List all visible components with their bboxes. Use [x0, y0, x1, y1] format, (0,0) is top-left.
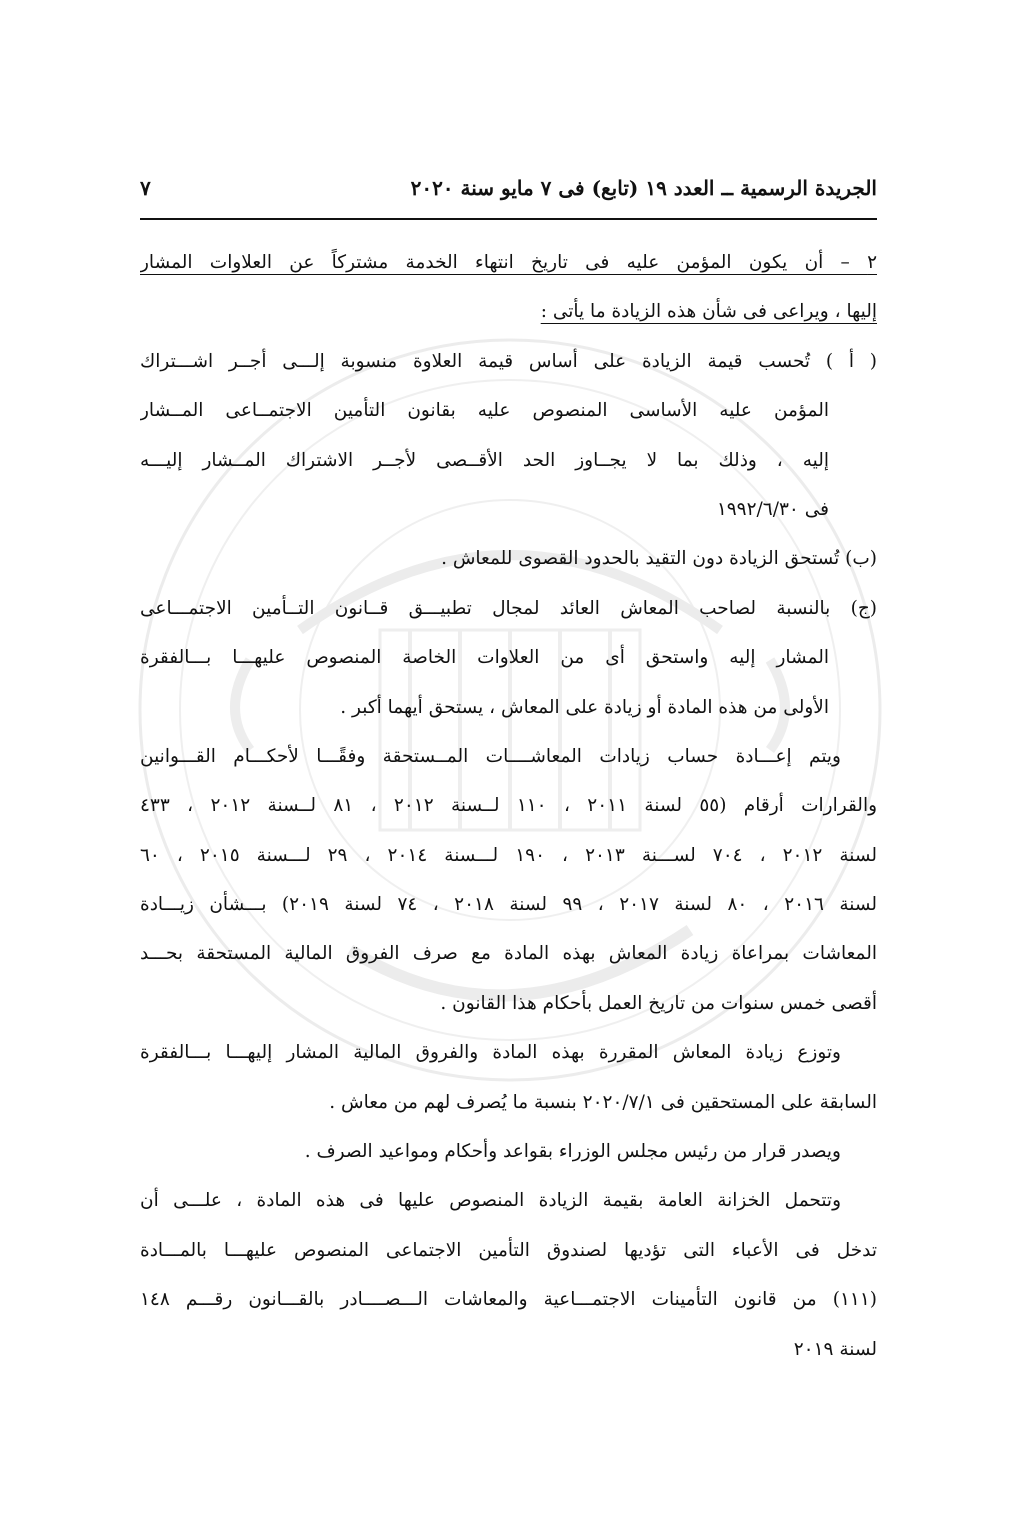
text-line: (ج) بالنسبة لصاحب المعاش العائد لمجال تطبيـــق قــانون التــأمين الاجتمـــاعى — [140, 597, 877, 619]
gazette-header-title: الجريدة الرسمية ــ العدد ١٩ (تابع) فى ٧ مايو سنة ٢٠٢٠ — [410, 176, 877, 200]
text-line: (ب) تُستحق الزيادة دون التقيد بالحدود القصوى للمعاش . — [441, 548, 877, 570]
text-line: والقرارات أرقام (٥٥ لسنة ٢٠١١ ، ١١٠ لــسنة ٢٠١٢ ، ٨١ لــسنة ٢٠١٢ ، ٤٣٣ — [140, 795, 877, 817]
text-line: أقصى خمس سنوات من تاريخ العمل بأحكام هذا القانون . — [440, 992, 877, 1014]
text-line: لسنة ٢٠١٩ — [793, 1338, 877, 1360]
text-line: المؤمن عليه الأساسى المنصوص عليه بقانون التأمين الاجتمــاعى المــشار — [140, 400, 829, 422]
text-line: ٢ – أن يكون المؤمن عليه فى تاريخ انتهاء الخدمة مشتركاً عن العلاوات المشار — [140, 252, 877, 273]
text-line: المعاشات بمراعاة زيادة المعاش بهذه المادة مع صرف الفروق المالية المستحقة بحـــد — [140, 943, 877, 965]
text-line: لسنة ٢٠١٦ ، ٨٠ لسنة ٢٠١٧ ، ٩٩ لسنة ٢٠١٨ ، ٧٤ لسنة ٢٠١٩) بـــشأن زيـــادة — [140, 894, 877, 916]
text-line: إليه ، وذلك بما لا يجــاوز الحد الأقــصى لأجــر الاشتراك المــشار إليـــه — [140, 449, 829, 471]
document-body — [140, 238, 877, 1374]
text-line: الأولى من هذه المادة أو زيادة على المعاش ، يستحق أيهما أكبر . — [340, 696, 829, 718]
text-line: السابقة على المستحقين فى ٢٠٢٠/٧/١ بنسبة ما يُصرف لهم من معاش . — [329, 1091, 877, 1113]
text-line: المشار إليه واستحق أى من العلاوات الخاصة المنصوص عليهـــا بـــالفقرة — [140, 647, 829, 669]
text-line: فى ١٩٩٢/٦/٣٠ — [716, 498, 829, 520]
text-line: ( أ ) تُحسب قيمة الزيادة على أساس قيمة العلاوة منسوبة إلـــى أجــر اشـــتراك — [140, 350, 877, 372]
text-line: إليها ، ويراعى فى شأن هذه الزيادة ما يأتى : — [540, 301, 877, 323]
text-line: (١١١) من قانون التأمينات الاجتمـــاعية والمعاشات الـــصــــادر بالقـــانون رقـــم ١٤٨ — [140, 1289, 877, 1311]
page-number: ٧ — [140, 176, 151, 200]
text-line: ويصدر قرار من رئيس مجلس الوزراء بقواعد وأحكام ومواعيد الصرف . — [304, 1141, 841, 1163]
page-header — [140, 176, 877, 220]
text-line: ويتم إعـــادة حساب زيادات المعاشــــات المــستحقة وفقًـــا لأحكـــام القـــوانين — [140, 745, 841, 767]
header-divider — [140, 218, 877, 220]
text-line: وتتحمل الخزانة العامة بقيمة الزيادة المنصوص عليها فى هذه المادة ، علـــى أن — [140, 1190, 841, 1212]
text-line: وتوزع زيادة المعاش المقررة بهذه المادة والفروق المالية المشار إليهـــا بـــالفقرة — [140, 1042, 841, 1064]
text-line: لسنة ٢٠١٢ ، ٧٠٤ لســـنة ٢٠١٣ ، ١٩٠ لـــسنة ٢٠١٤ ، ٢٩ لـــسنة ٢٠١٥ ، ٦٠ — [140, 844, 877, 866]
text-line: تدخل فى الأعباء التى تؤديها لصندوق التأمين الاجتماعى المنصوص عليهـــا بالمـــادة — [140, 1239, 877, 1261]
